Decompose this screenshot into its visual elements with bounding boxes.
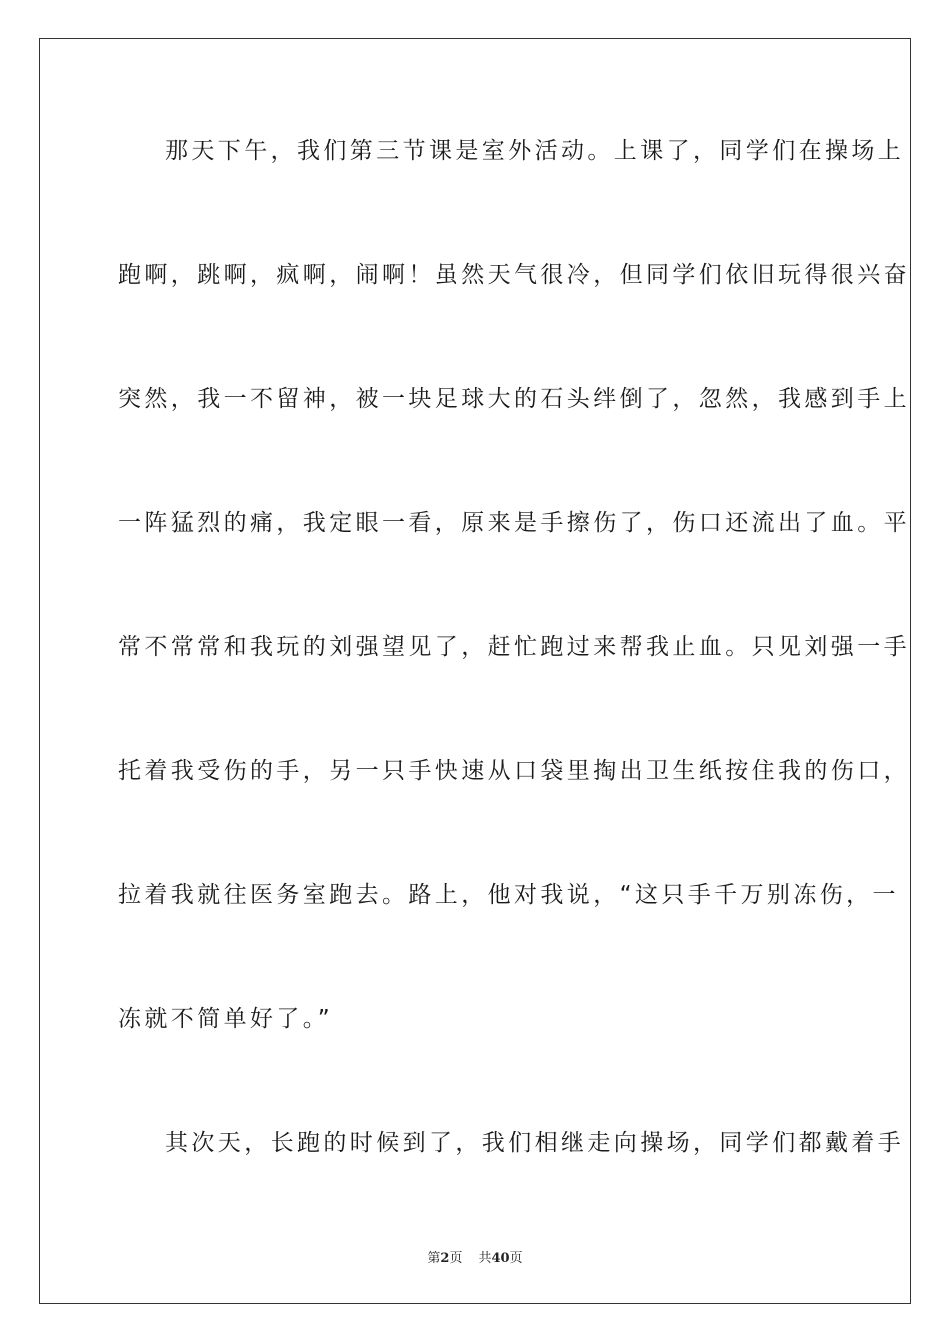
- paragraph-line: 跑啊，跳啊，疯啊，闹啊！虽然天气很冷，但同学们依旧玩得很兴奋: [118, 262, 910, 288]
- document-body: [118, 128, 910, 1244]
- paragraph-line: 突然，我一不留神，被一块足球大的石头绊倒了，忽然，我感到手上: [118, 386, 910, 412]
- paragraph-line: 其次天，长跑的时候到了，我们相继走向操场，同学们都戴着手: [165, 1130, 905, 1156]
- paragraph-line: 常不常常和我玩的刘强望见了，赶忙跑过来帮我止血。只见刘强一手: [118, 634, 910, 660]
- page-indicator: 第2页: [427, 1251, 463, 1266]
- paragraph-line: 冻就不简单好了。”: [118, 1006, 334, 1032]
- paragraph-line: 那天下午，我们第三节课是室外活动。上课了，同学们在操场上: [165, 138, 905, 164]
- page-footer: [0, 1247, 950, 1266]
- paragraph-line: 拉着我就往医务室跑去。路上，他对我说，“这只手千万别冻伤，一: [118, 882, 899, 908]
- total-pages-indicator: 共40页: [478, 1251, 523, 1266]
- page-number: 2: [440, 1251, 450, 1266]
- paragraph-line: 托着我受伤的手，另一只手快速从口袋里掏出卫生纸按住我的伤口，: [118, 758, 910, 784]
- total-pages: 40: [491, 1251, 510, 1266]
- paragraph-line: 一阵猛烈的痛，我定眼一看，原来是手擦伤了，伤口还流出了血。平: [118, 510, 910, 536]
